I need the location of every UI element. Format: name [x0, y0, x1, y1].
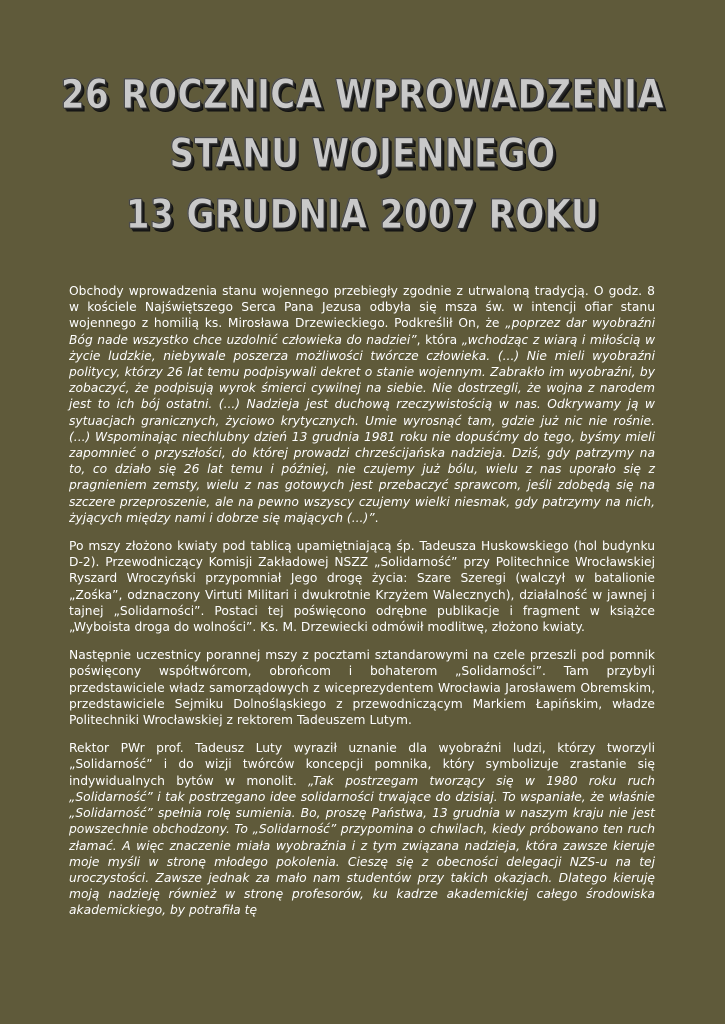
headline	[0, 64, 725, 239]
paragraph-rector	[69, 740, 655, 918]
headline-line-1: 26 ROCZNICA WPROWADZENIA	[60, 71, 665, 119]
quote-text: „poprzez dar wyobraźni Bóg nade wszystko chce uzdolnić człowieka do nadziei”	[69, 316, 656, 347]
paragraph-plaque: Po mszy złożono kwiaty pod tablicą upamiętniającą śp. Tadeusza Huskowskiego (hol budynku D-2). Przewodniczący Komisji Zakładowej NSZZ „Solidarność” przy Politechnice Wrocławskiej Ryszard Wroczyński przypomniał Jego drogę życia: Szare Szeregi (walczył w batalionie „Zośka”, odznaczony Virtuti Militari i dwukrotnie Krzyżem Walecznych), działalność w jawnej i tajnej „Solidarności”. Postaci tej poświęcono odrębne publikacje i fragment w książce „Wyboista droga do wolności”. Ks. M. Drzewiecki odmówił modlitwę, złożono kwiaty.	[69, 539, 655, 635]
headline-line-2: STANU WOJENNEGO	[169, 130, 556, 178]
paragraph-text: Rektor PWr prof. Tadeusz Luty wyraził uznanie dla wyobraźni ludzi, którzy tworzyli „Solidarność” i do wizji twórców koncepcji pomnika, który symbolizuje zrastanie się indywidualnych bytów w monolit.	[69, 741, 655, 788]
quote-text: „Tak postrzegam tworzący się w 1980 roku ruch „Solidarność” i tak postrzegano idee solidarności trwające do dzisiaj. To wspaniałe, że właśnie „Solidarność” spełnia rolę sumienia. Bo, proszę Państwa, 13 grudnia w naszym kraju nie jest powszechnie obchodzony. To „Solidarność” przypomina o chwilach, kiedy próbowano ten ruch złamać. A więc znaczenie miała wyobraźnia i z tym związana nadzieja, która zawsze kieruje moje myśli w stronę młodego pokolenia. Cieszę się z obecności delegacji NZS-u na tej uroczystości. Zawsze jednak za mało nam studentów przy takich okazjach. Dlatego kieruję moją nadzieję również w stronę profesorów, ku kadrze akademickiej całego środowiska akademickiego, by potrafiła tę	[69, 773, 655, 918]
paragraph-monument: Następnie uczestnicy porannej mszy z pocztami sztandarowymi na czele przeszli pod pomnik poświęcony współtwórcom, obrońcom i bohaterom „Solidarności”. Tam przybyli przedstawiciele władz samorządowych z wiceprezydentem Wrocławia Jarosławem Obremskim, przedstawiciele Sejmiku Dolnośląskiego z przewodniczącym Markiem Łapińskim, władze Politechniki Wrocławskiej z rektorem Tadeuszem Lutym.	[69, 648, 655, 728]
headline-line-3: 13 GRUDNIA 2007 ROKU	[125, 191, 600, 239]
paragraph-text: Obchody wprowadzenia stanu wojennego przebiegły zgodnie z utrwaloną tradycją. O godz. 8 w kościele Najświętszego Serca Pana Jezusa odbyła się msza św. w intencji ofiar stanu wojennego z homilią ks. Mirosława Drzewieckiego. Podkreślił On, że	[69, 284, 655, 331]
paragraph-text: , która	[416, 332, 462, 347]
article-body	[69, 283, 655, 931]
quote-text: „wchodząc z wiarą i miłością w życie ludzkie, niebywale poszerza możliwości twórcze człowieka. (...) Nie mieli wyobraźni politycy, którzy 26 lat temu podpisywali dekret o stanie wojennym. Zabrakło im wyobraźni, by zobaczyć, że podpisują wyrok śmierci cywilnej na siebie. Nie dostrzegli, że wojna z narodem jest to ich bój ostatni. (...) Nadzieja jest duchową rzeczywistością w nas. Odkrywamy ją w sytuacjach granicznych, życiowo krytycznych. Umie wyrosnąć tam, gdzie już nic nie rośnie. (...) Wspominając niechlubny dzień 13 grudnia 1981 roku nie dopuśćmy do tego, byśmy mieli zapomnieć o przyszłości, do której prowadzi chrześcijańska nadzieja. Dziś, gdy patrzymy na to, co działo się 26 lat temu i później, nie czujemy już bólu, wielu z nas uporało się z pragnieniem zemsty, wielu z nas gotowych jest przebaczyć sprawcom, jeśli zdobędą się na szczere przeproszenie, ale na pewno wszyscy czujemy wielki niesmak, gdy patrzymy na nich, żyjących między nami i dobrze się mających (...)”	[69, 332, 655, 525]
paragraph-text: .	[374, 510, 379, 525]
paragraph-mass	[69, 283, 655, 526]
